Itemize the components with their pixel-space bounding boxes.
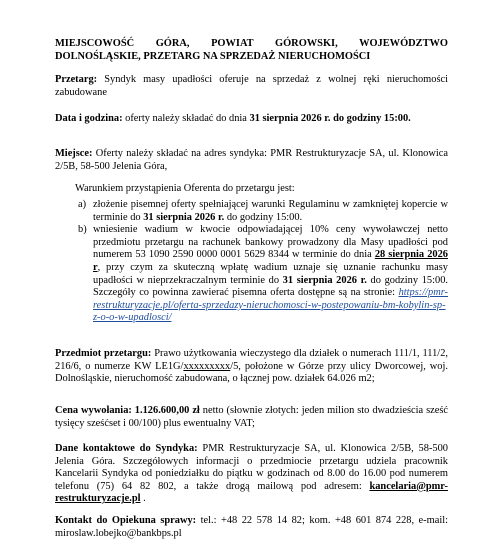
przedmiot-text-1: Prawo użytkowania wieczystego dla działek o numerach 111/1, 111/2, 216/6, o numerze KW LE1G/ <box>55 348 448 372</box>
item-a-text-after: do godziny 15:00. <box>224 211 303 223</box>
item-b-deadline-1: 28 sierpnia 2026 r <box>93 249 448 273</box>
kontakt-paragraph <box>55 515 448 540</box>
item-a-text: złożenie pisemnej oferty spełniającej warunki Regulaminu w zamkniętej kopercie w terminie do <box>93 199 448 223</box>
przedmiot-paragraph <box>55 348 448 386</box>
syndyk-email-link[interactable]: kancelaria@pmr-restrukturyzacje.pl <box>55 480 448 505</box>
item-b-marker: b) <box>78 224 87 236</box>
cena-label: Cena wywołania: 1.126.600,00 zł <box>55 405 200 416</box>
kw-number-masked: xxxxxxxxx <box>183 360 231 372</box>
miejsce-label: Miejsce: <box>55 148 93 159</box>
przedmiot-text-2: /5, położone w Górze przy ulicy Dworcowej, woj. Dolnośląskie, nieruchomość zabudowana, o łącznej pow. działek 64.026 m2; <box>55 360 448 385</box>
dane-text-2: . <box>140 493 146 505</box>
item-b-text-3: do godziny 15:00. Szczegóły co powinna zawierać pisemna oferta dostępne są na stronie: <box>93 274 448 299</box>
przetarg-label: Przetarg: <box>55 74 98 85</box>
item-b-text-1: wniesienie wadium w kwocie odpowiadającej 10% ceny wywoławczej netto przedmiotu przetargu na rachunek bankowy prowadzony dla Masy upadłości pod numerem 53 1090 2590 0000 0001 5629 8344 w terminie do dnia <box>93 224 448 261</box>
dane-text-1: PMR Restrukturyzacje SA, ul. Klonowica 2/5B, 58-500 Jelenia Góra. Szczegółowych informacji o przedmiocie przetargu udziela pracownik Kancelarii Syndyka od poniedziałku do piątku w godzinach od 8.00 do 16.00 pod numerem telefonu (75) 64 82 802, a także drogą mailową pod adresem: <box>55 443 448 492</box>
kontakt-text: tel.: +48 22 578 14 82; kom. +48 601 874 228, e-mail: miroslaw.lobejko@bankbps.pl <box>55 515 448 539</box>
offer-details-link[interactable]: https://pmr-restrukturyzacje.pl/oferta-sprzedazy-nieruchomosci-w-postepowaniu-bm-kobylin-sp-z-o-o-w-upadlosci/ <box>93 287 448 324</box>
kontakt-label: Kontakt do Opiekuna sprawy: <box>55 515 197 526</box>
item-b-deadline-2: 31 sierpnia 2026 r. <box>282 274 367 286</box>
data-godzina-text: oferty należy składać do dnia <box>122 113 250 124</box>
item-b-text-2: , przy czym za skuteczną wpłatę wadium uznaje się uznanie rachunku masy upadłości w nieprzekraczalnym terminie do <box>93 261 448 286</box>
warunki-item-a <box>78 199 448 224</box>
title-line-2: DOLNOŚLĄSKIE, PRZETARG NA SPRZEDAŻ NIERUCHOMOŚCI <box>55 50 371 62</box>
dane-label: Dane kontaktowe do Syndyka: <box>55 443 198 454</box>
data-godzina-paragraph <box>55 113 448 126</box>
title-line-1: MIEJSCOWOŚĆ GÓRA, POWIAT GÓROWSKI, WOJEWÓDZTWO <box>55 38 448 49</box>
warunki-list <box>78 199 448 325</box>
item-a-deadline: 31 sierpnia 2026 r. <box>143 211 225 223</box>
warunki-item-b <box>78 224 448 325</box>
przetarg-paragraph <box>55 74 448 99</box>
data-godzina-deadline: 31 sierpnia 2026 r. do godziny 15:00. <box>249 113 411 124</box>
document-title <box>55 38 448 63</box>
warunki-heading: Warunkiem przystąpienia Oferenta do przetargu jest: <box>75 183 295 194</box>
przedmiot-label: Przedmiot przetargu: <box>55 348 152 359</box>
cena-paragraph <box>55 405 448 430</box>
dane-paragraph <box>55 443 448 506</box>
miejsce-text: Oferty należy składać na adres syndyka: PMR Restrukturyzacje SA, ul. Klonowica 2/5B, 58-500 Jelenia Góra, <box>55 148 448 172</box>
data-godzina-label: Data i godzina: <box>55 113 123 124</box>
przetarg-text: Syndyk masy upadłości oferuje na sprzedaż z wolnej ręki nieruchomości zabudowane <box>55 74 448 98</box>
miejsce-paragraph <box>55 148 448 173</box>
item-a-marker: a) <box>78 199 87 210</box>
cena-text: netto (słownie złotych: jeden milion sto dwadzieścia sześć tysięcy sześćset i 00/100) plus ewentualny VAT; <box>55 405 448 429</box>
